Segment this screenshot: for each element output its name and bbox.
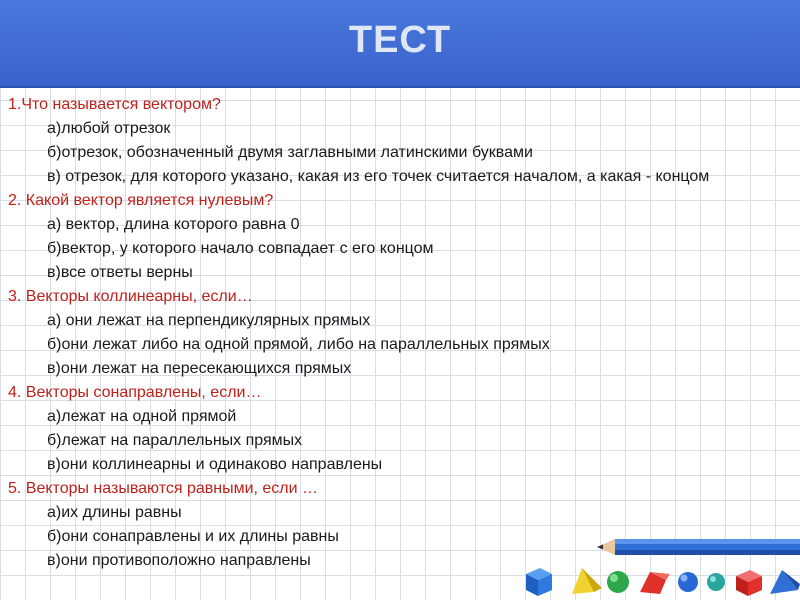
header-banner bbox=[0, 0, 800, 88]
question-1-option-a: а)любой отрезок bbox=[47, 120, 171, 137]
geometric-shapes-icon bbox=[520, 560, 800, 600]
question-5-option-c: в)они противоположно направлены bbox=[47, 552, 311, 569]
question-2-option-a: а) вектор, длина которого равна 0 bbox=[47, 216, 300, 233]
question-4-option-c: в)они коллинеарны и одинаково направлены bbox=[47, 456, 383, 473]
question-2: 2. Какой вектор является нулевым? bbox=[8, 192, 274, 209]
question-4-option-b: б)лежат на параллельных прямых bbox=[47, 432, 303, 449]
question-5: 5. Векторы называются равными, если … bbox=[8, 480, 319, 497]
page-title: ТЕСТ bbox=[348, 19, 452, 61]
pencil-icon bbox=[597, 536, 800, 558]
question-3: 3. Векторы коллинеарны, если… bbox=[8, 288, 253, 305]
blue-prism-icon bbox=[770, 570, 800, 594]
teal-sphere-icon bbox=[707, 573, 725, 591]
red-shape-icon bbox=[640, 572, 670, 594]
question-4-option-a: а)лежат на одной прямой bbox=[47, 408, 237, 425]
red-cube-icon bbox=[736, 570, 762, 596]
question-1-option-b: б)отрезок, обозначенный двумя заглавными латинскими буквами bbox=[47, 144, 533, 161]
question-4: 4. Векторы сонаправлены, если… bbox=[8, 384, 262, 401]
question-2-option-b: б)вектор, у которого начало совпадает с его концом bbox=[47, 240, 434, 257]
blue-cube-icon bbox=[526, 568, 552, 596]
test-content bbox=[8, 93, 792, 573]
blue-sphere-icon bbox=[678, 572, 698, 592]
question-2-option-c: в)все ответы верны bbox=[47, 264, 193, 281]
question-1-option-c: в) отрезок, для которого указано, какая из его точек считается началом, а какая - концом bbox=[47, 168, 710, 185]
question-5-option-a: а)их длины равны bbox=[47, 504, 182, 521]
question-5-option-b: б)они сонаправлены и их длины равны bbox=[47, 528, 339, 545]
question-1: 1.Что называется вектором? bbox=[8, 96, 221, 113]
green-sphere-icon bbox=[607, 571, 629, 593]
question-3-option-b: б)они лежат либо на одной прямой, либо на параллельных прямых bbox=[47, 336, 550, 353]
question-3-option-c: в)они лежат на пересекающихся прямых bbox=[47, 360, 352, 377]
question-3-option-a: а) они лежат на перпендикулярных прямых bbox=[47, 312, 371, 329]
yellow-pyramid-icon bbox=[572, 568, 602, 594]
